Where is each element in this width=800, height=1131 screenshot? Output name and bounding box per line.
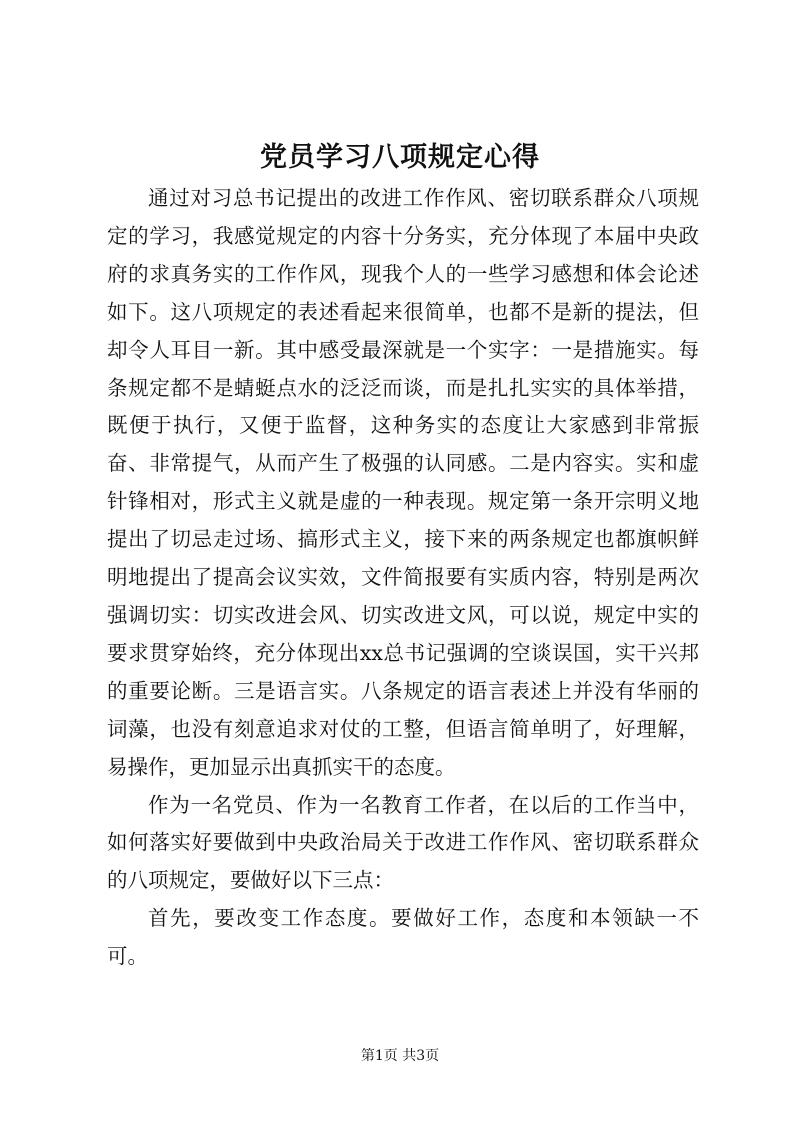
document-body	[107, 180, 699, 976]
document-title: 党员学习八项规定心得	[260, 142, 540, 173]
paragraph: 通过对习总书记提出的改进工作作风、密切联系群众八项规定的学习，我感觉规定的内容十分务实，充分体现了本届中央政府的求真务实的工作作风，现我个人的一些学习感想和体会论述如下。这八项规定的表述看起来很简单，也都不是新的提法，但却令人耳目一新。其中感受最深就是一个实字：一是措施实。每条规定都不是蜻蜓点水的泛泛而谈，而是扎扎实实的具体举措，既便于执行，又便于监督，这种务实的态度让大家感到非常振奋、非常提气，从而产生了极强的认同感。二是内容实。实和虚针锋相对，形式主义就是虚的一种表现。规定第一条开宗明义地提出了切忌走过场、搞形式主义，接下来的两条规定也都旗帜鲜明地提出了提高会议实效，文件简报要有实质内容，特别是两次强调切实：切实改进会风、切实改进文风，可以说，规定中实的要求贯穿始终，充分体现出xx总书记强调的空谈误国，实干兴邦的重要论断。三是语言实。八条规定的语言表述上并没有华丽的词藻，也没有刻意追求对仗的工整，但语言简单明了，好理解，易操作，更加显示出真抓实干的态度。	[107, 186, 699, 779]
page-footer: 第1页 共3页	[360, 1048, 440, 1064]
paragraph: 首先，要改变工作态度。要做好工作，态度和本领缺一不可。	[107, 906, 699, 969]
paragraph: 作为一名党员、作为一名教育工作者，在以后的工作当中，如何落实好要做到中央政治局关于改进工作作风、密切联系群众的八项规定，要做好以下三点：	[107, 792, 699, 893]
